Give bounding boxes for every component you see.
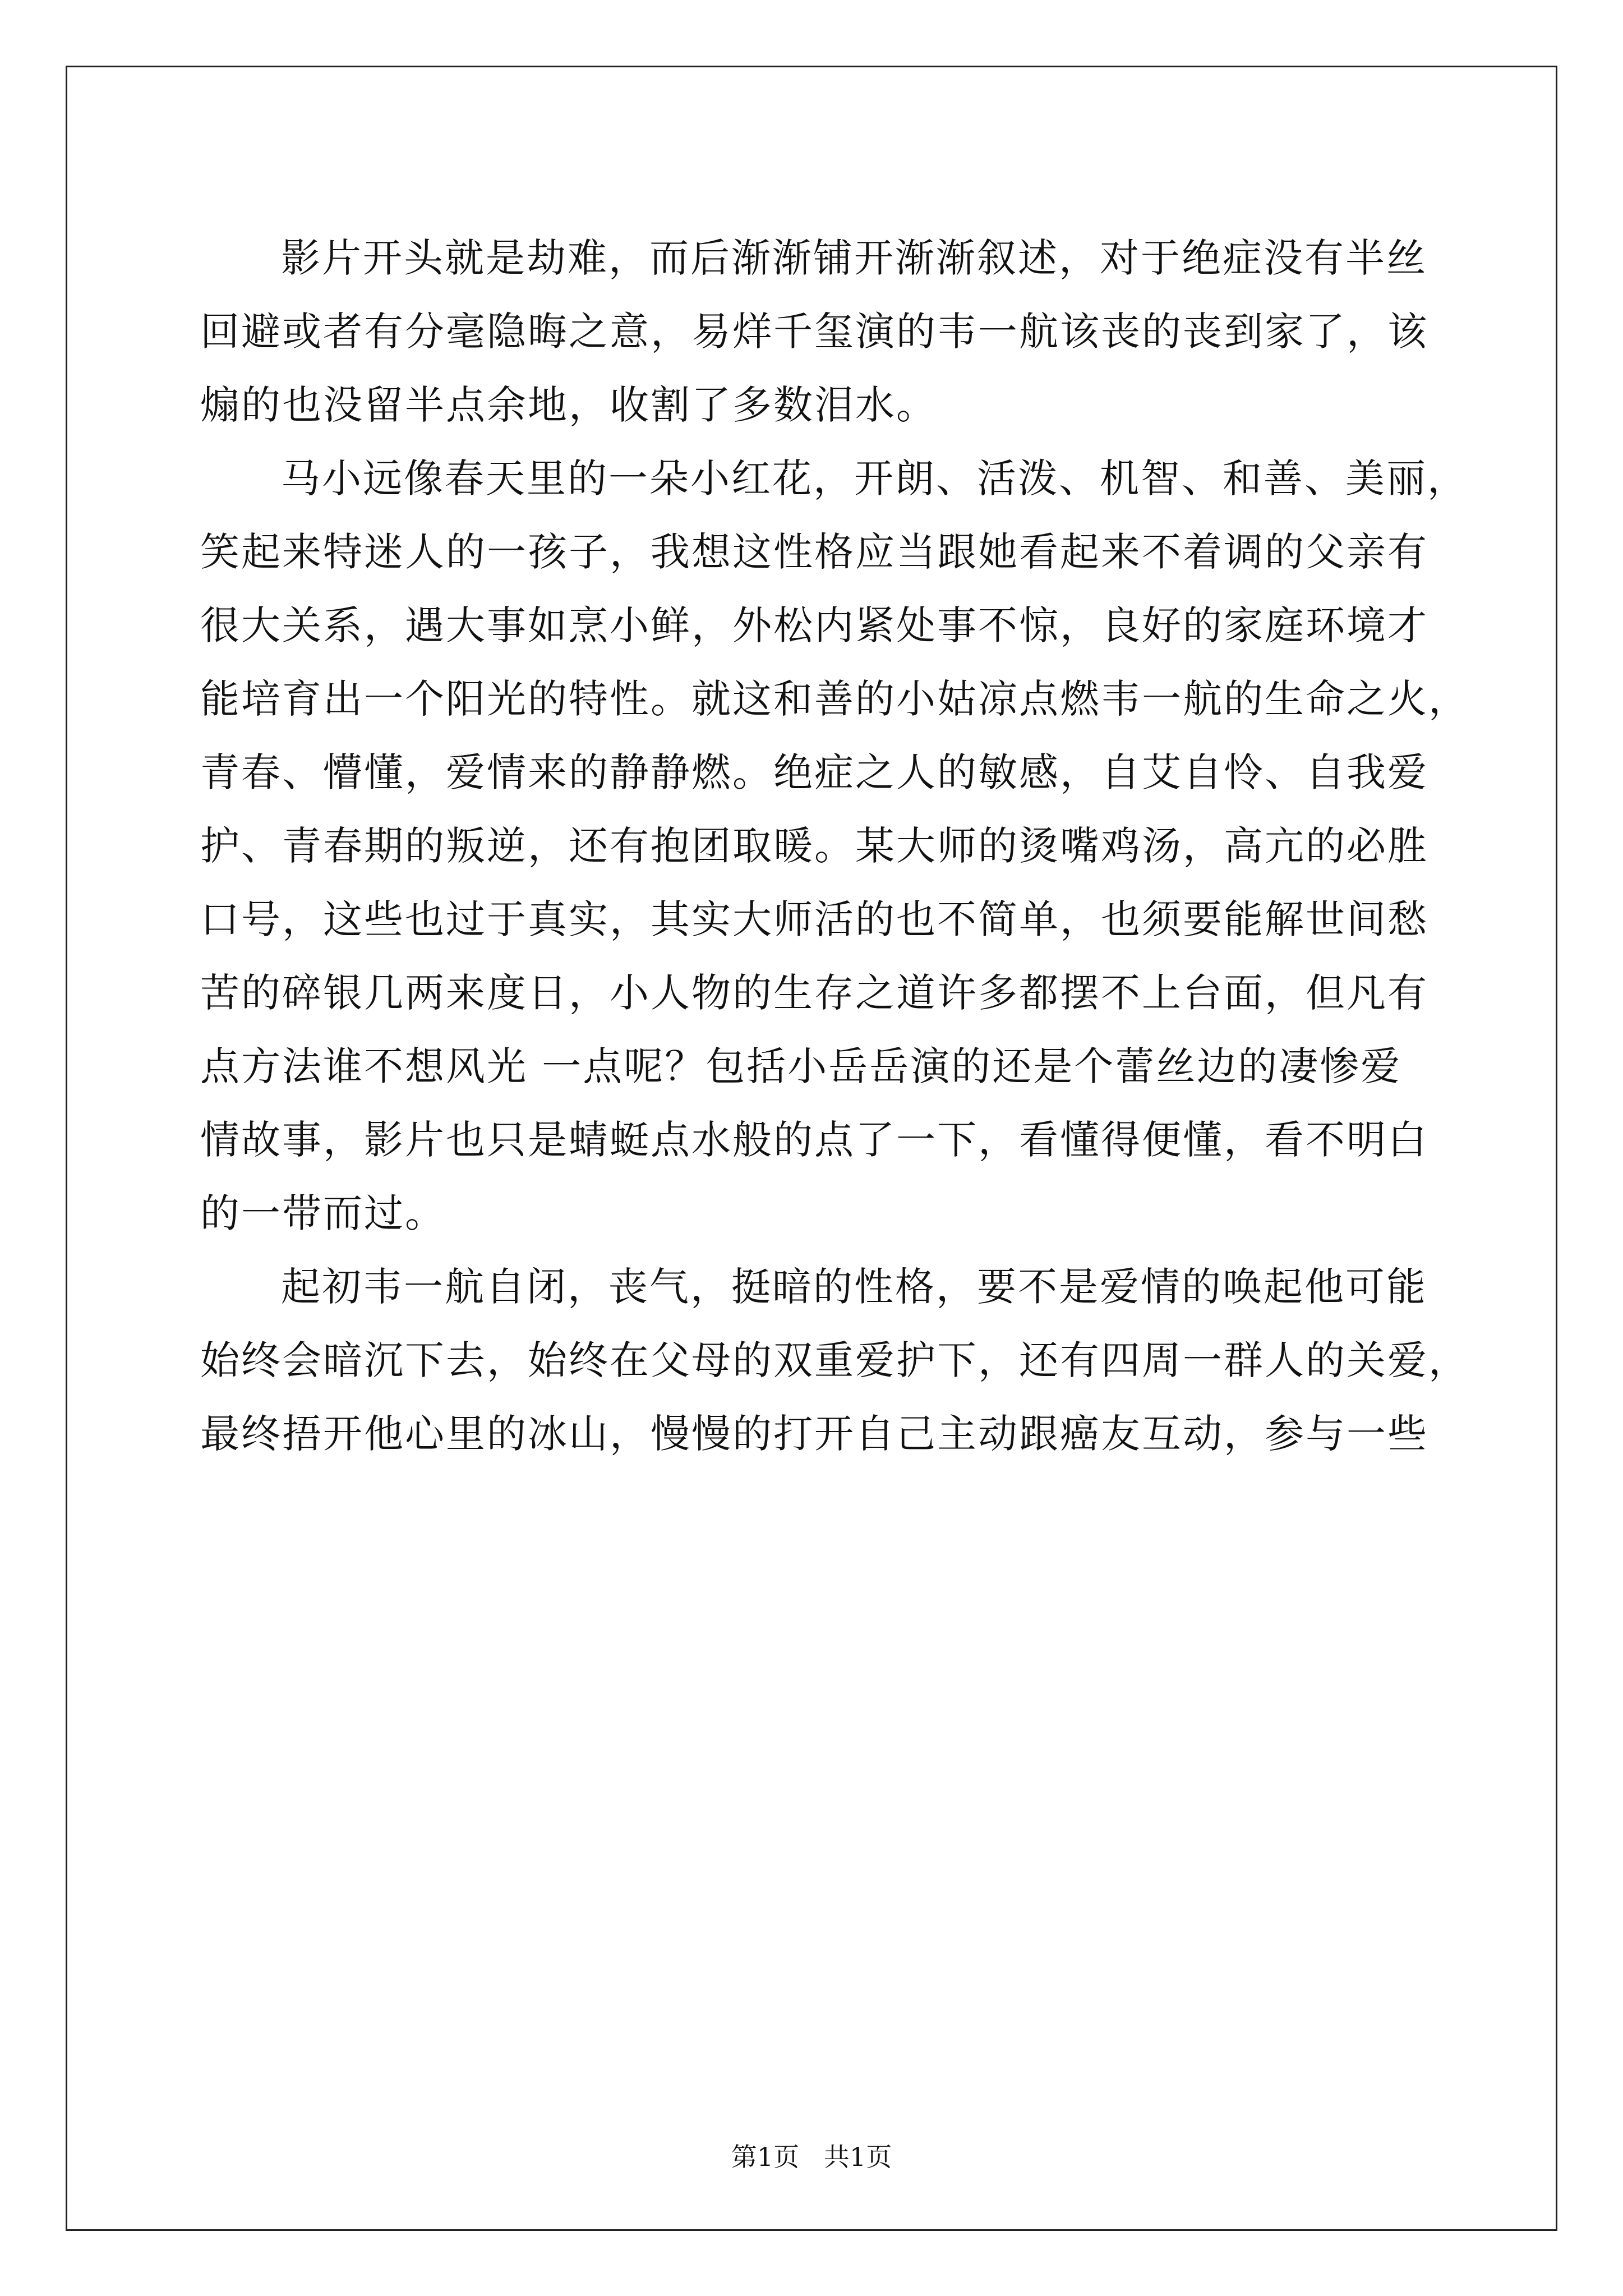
paragraph-3 (200, 1250, 1469, 1471)
paragraph-1 (200, 222, 1428, 442)
text-line: 点方法谁不想风光 一点呢？包括小岳岳演的还是个蕾丝边的凄惨爱 (200, 1043, 1402, 1089)
text-line: 苦的碎银几两来度日，小人物的生存之道许多都摆不上台面，但凡有 (200, 970, 1428, 1016)
text-line: 青春、懵懂，爱情来的静静燃。绝症之人的敏感，自艾自怜、自我爱 (200, 749, 1428, 795)
text-line: 口号，这些也过于真实，其实大师活的也不简单，也须要能解世间愁 (200, 896, 1428, 942)
text-line: 的一带而过。 (200, 1190, 446, 1236)
text-line: 笑起来特迷人的一孩子，我想这性格应当跟她看起来不着调的父亲有 (200, 529, 1428, 575)
text-line: 能培育出一个阳光的特性。就这和善的小姑凉点燃韦一航的生命之火， (200, 676, 1469, 722)
document-body (200, 222, 1469, 1471)
text-line: 煽的也没留半点余地，收割了多数泪水。 (200, 382, 937, 428)
page-footer: 第1页 共1页 (731, 2142, 892, 2172)
text-line: 很大关系，遇大事如烹小鲜，外松内紧处事不惊，良好的家庭环境才 (200, 602, 1428, 648)
text-line: 影片开头就是劫难，而后渐渐铺开渐渐叙述，对于绝症没有半丝 (281, 235, 1427, 281)
text-line: 起初韦一航自闭，丧气，挺暗的性格，要不是爱情的唤起他可能 (281, 1264, 1427, 1310)
text-line: 最终捂开他心里的冰山，慢慢的打开自己主动跟癌友互动，参与一些 (200, 1411, 1428, 1457)
text-line: 马小远像春天里的一朵小红花，开朗、活泼、机智、和善、美丽， (281, 455, 1468, 501)
text-line: 回避或者有分毫隐晦之意，易烊千玺演的韦一航该丧的丧到家了，该 (200, 309, 1428, 355)
text-line: 情故事，影片也只是蜻蜓点水般的点了一下，看懂得便懂，看不明白 (200, 1117, 1428, 1163)
paragraph-2 (200, 442, 1469, 1250)
text-line: 始终会暗沉下去，始终在父母的双重爱护下，还有四周一群人的关爱， (200, 1337, 1469, 1383)
text-line: 护、青春期的叛逆，还有抱团取暖。某大师的烫嘴鸡汤，高亢的必胜 (200, 823, 1428, 869)
